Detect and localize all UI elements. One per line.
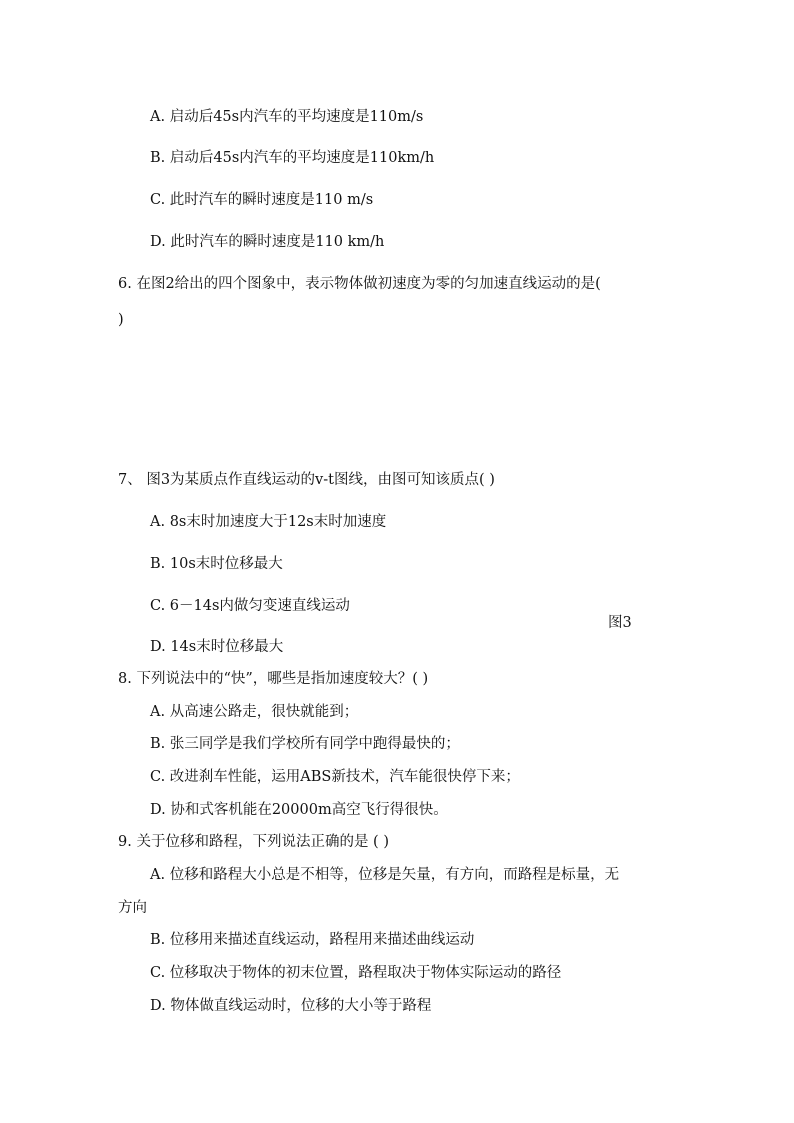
q9-option-d: D. 物体做直线运动时，位移的大小等于路程 (150, 998, 432, 1014)
q7-option-a: A. 8s末时加速度大于12s末时加速度 (150, 514, 387, 530)
figure-3-label: 图3 (608, 615, 632, 631)
q7-option-c: C. 6－14s内做匀变速直线运动 (150, 598, 350, 614)
q5-option-c: C. 此时汽车的瞬时速度是110 m/s (150, 192, 374, 208)
q8-stem: 8. 下列说法中的“快”，哪些是指加速度较大？( ) (118, 671, 429, 687)
q6-stem-continued: ) (118, 312, 124, 328)
q9-option-a: A. 位移和路程大小总是不相等，位移是矢量，有方向，而路程是标量，无 (150, 867, 620, 883)
q8-option-c: C. 改进刹车性能，运用ABS新技术，汽车能很快停下来； (150, 769, 520, 785)
q9-option-b: B. 位移用来描述直线运动，路程用来描述曲线运动 (150, 932, 475, 948)
q9-option-a-continued: 方向 (118, 900, 147, 916)
q7-option-b: B. 10s末时位移最大 (150, 556, 283, 572)
q6-stem: 6. 在图2给出的四个图象中，表示物体做初速度为零的匀加速直线运动的是( (118, 276, 601, 292)
q8-option-a: A. 从高速公路走，很快就能到； (150, 704, 359, 720)
q8-option-b: B. 张三同学是我们学校所有同学中跑得最快的； (150, 736, 460, 752)
q5-option-b: B. 启动后45s内汽车的平均速度是110km/h (150, 150, 435, 166)
q7-option-d: D. 14s末时位移最大 (150, 639, 284, 655)
q9-option-c: C. 位移取决于物体的初末位置，路程取决于物体实际运动的路径 (150, 965, 562, 981)
q7-stem: 7、 图3为某质点作直线运动的v-t图线，由图可知该质点( ) (118, 472, 495, 488)
q9-stem: 9. 关于位移和路程，下列说法正确的是 ( ) (118, 834, 389, 850)
q5-option-d: D. 此时汽车的瞬时速度是110 km/h (150, 234, 385, 250)
q8-option-d: D. 协和式客机能在20000m高空飞行得很快。 (150, 802, 448, 818)
q5-option-a: A. 启动后45s内汽车的平均速度是110m/s (150, 109, 424, 125)
